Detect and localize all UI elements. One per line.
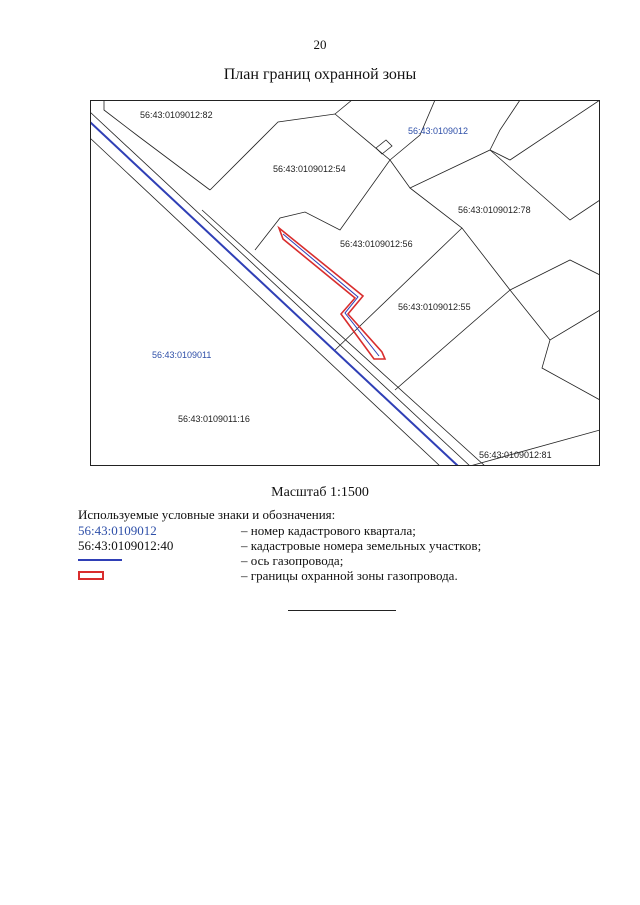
legend-gas-axis-description: – ось газопровода; [241, 553, 344, 568]
parcel-label-56: 56:43:0109012:56 [340, 239, 413, 249]
map-scale: Масштаб 1:1500 [271, 485, 369, 500]
legend-quarter-description: – номер кадастрового квартала; [241, 523, 416, 538]
legend-parcel-description: – кадастровые номера земельных участков; [241, 538, 482, 553]
page-number: 20 [313, 37, 327, 52]
quarter-label-012: 56:43:0109012 [408, 126, 469, 136]
legend-protection-zone-description: – границы охранной зоны газопровода. [241, 568, 458, 583]
parcel-boundary-54 [210, 114, 390, 250]
cadastral-map [90, 100, 600, 466]
legend-row-protection-zone [78, 568, 578, 583]
parcel-boundary-n [490, 100, 520, 150]
parcel-label-54: 56:43:0109012:54 [273, 164, 346, 174]
parcel-boundary-55b [510, 290, 600, 340]
red-rectangle-icon [78, 571, 104, 580]
parcel-label-81: 56:43:0109012:81 [479, 450, 552, 460]
parcel-boundary-78 [390, 100, 600, 188]
parcel-boundary-56 [395, 188, 510, 390]
legend-row-parcel [78, 538, 578, 553]
parcel-label-82: 56:43:0109012:82 [140, 110, 213, 120]
map-canvas [90, 100, 600, 466]
strip-edge-left [90, 138, 440, 466]
legend-row-gas-axis [78, 553, 578, 568]
legend-quarter-number: 56:43:0109012 [78, 523, 157, 538]
parcel-boundary-ne [510, 260, 600, 290]
parcel-label-55: 56:43:0109012:55 [398, 302, 471, 312]
map-title: План границ охранной зоны [223, 66, 417, 83]
parcel-boundary-notch [376, 140, 392, 154]
parcel-boundary-81 [470, 430, 600, 466]
protection-zone-axis [283, 234, 379, 356]
parcel-label-78: 56:43:0109012:78 [458, 205, 531, 215]
quarter-label-011: 56:43:0109011 [152, 350, 212, 360]
parcel-boundary-east [542, 340, 600, 400]
legend-title: Используемые условные знаки и обозначения: [78, 507, 336, 522]
divider-line [288, 610, 396, 611]
parcel-boundary-top [335, 100, 352, 114]
legend-row-quarter [78, 523, 578, 538]
legend-parcel-number: 56:43:0109012:40 [78, 538, 174, 553]
legend [78, 507, 578, 583]
blue-line-icon [78, 559, 122, 561]
parcel-label-16: 56:43:0109011:16 [178, 414, 250, 424]
